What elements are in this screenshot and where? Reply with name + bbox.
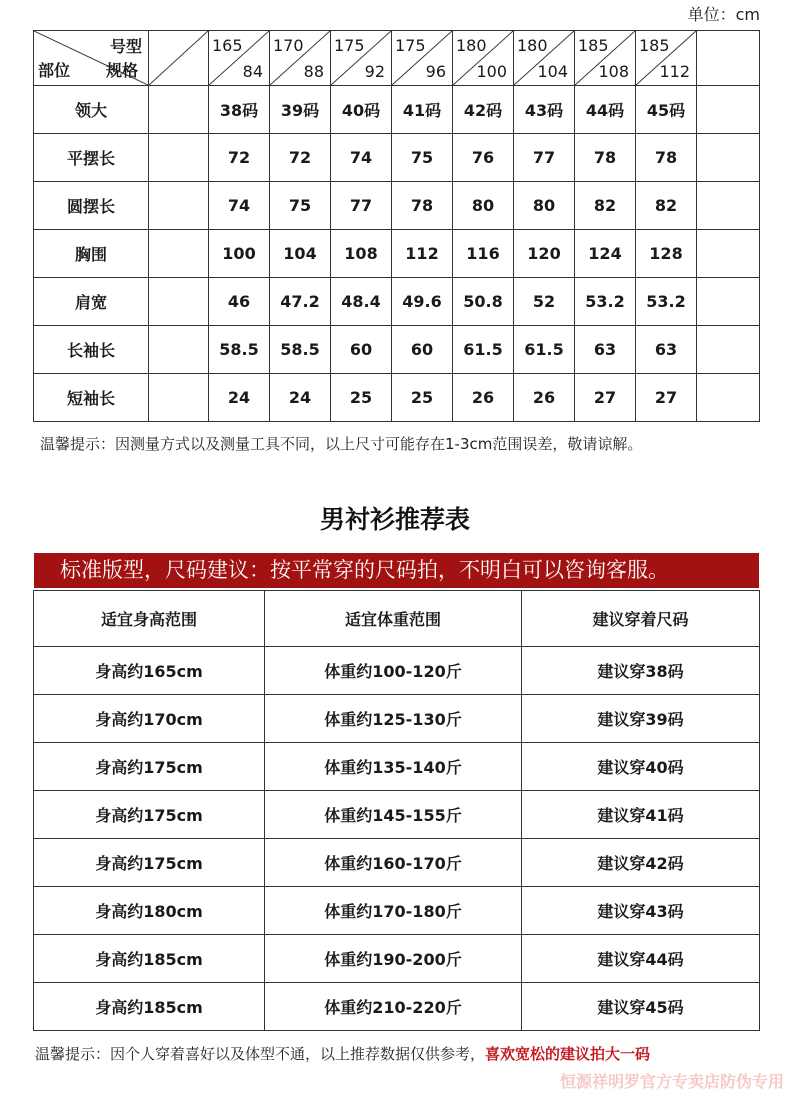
size-value-cell: 53.2 — [636, 278, 697, 326]
recommendation-title: 男衬衫推荐表 — [319, 505, 470, 534]
size-chest: 88 — [303, 62, 324, 81]
rec-weight-cell: 体重约125-130斤 — [265, 695, 522, 743]
rec-height-cell: 身高约165cm — [34, 647, 265, 695]
rec-weight-cell: 体重约210-220斤 — [265, 983, 522, 1031]
note-highlight-text: 喜欢宽松的建议拍大一码 — [485, 1045, 651, 1063]
size-value-cell: 78 — [636, 134, 697, 182]
size-value-cell: 43码 — [514, 86, 575, 134]
header-empty-cell — [149, 31, 209, 86]
rec-height-cell: 身高约175cm — [34, 791, 265, 839]
rec-height-cell: 身高约175cm — [34, 839, 265, 887]
row-label: 长袖长 — [34, 326, 149, 374]
header-diagonal-cell — [34, 31, 149, 86]
size-value-cell: 78 — [392, 182, 453, 230]
size-chest: 108 — [598, 62, 629, 81]
size-value-cell: 63 — [636, 326, 697, 374]
size-value-cell: 48.4 — [331, 278, 392, 326]
size-table-row — [34, 86, 760, 134]
size-header-cell — [453, 31, 514, 86]
empty-cell — [149, 134, 209, 182]
size-value-cell: 75 — [270, 182, 331, 230]
size-table-row — [34, 182, 760, 230]
size-chest: 92 — [364, 62, 385, 81]
rec-size-cell: 建议穿45码 — [522, 983, 760, 1031]
rec-weight-cell: 体重约190-200斤 — [265, 935, 522, 983]
size-value-cell: 72 — [209, 134, 270, 182]
size-chest: 104 — [537, 62, 568, 81]
size-header-cell — [209, 31, 270, 86]
row-label: 领大 — [34, 86, 149, 134]
size-table-row — [34, 278, 760, 326]
size-value-cell: 124 — [575, 230, 636, 278]
size-value-cell: 104 — [270, 230, 331, 278]
rec-weight-cell: 体重约170-180斤 — [265, 887, 522, 935]
size-value-cell: 49.6 — [392, 278, 453, 326]
recommendation-row — [34, 743, 760, 791]
header-spec: 规格 — [105, 61, 138, 80]
rec-height-cell: 身高约180cm — [34, 887, 265, 935]
size-value-cell: 60 — [392, 326, 453, 374]
size-value-cell: 77 — [514, 134, 575, 182]
recommendation-row — [34, 791, 760, 839]
rec-height-cell: 身高约170cm — [34, 695, 265, 743]
size-chest: 100 — [476, 62, 507, 81]
size-header-cell — [514, 31, 575, 86]
size-value-cell: 61.5 — [453, 326, 514, 374]
measurement-note: 温馨提示：因测量方式以及测量工具不同，以上尺寸可能存在1-3cm范围误差，敬请谅解。 — [40, 435, 643, 453]
rec-weight-cell: 体重约160-170斤 — [265, 839, 522, 887]
size-header-cell — [331, 31, 392, 86]
size-height: 165 — [212, 36, 243, 55]
rec-size-cell: 建议穿42码 — [522, 839, 760, 887]
size-value-cell: 100 — [209, 230, 270, 278]
size-value-cell: 75 — [392, 134, 453, 182]
rec-header-height: 适宜身高范围 — [34, 591, 265, 647]
rec-size-cell: 建议穿38码 — [522, 647, 760, 695]
recommendation-note — [35, 1043, 650, 1064]
size-table — [33, 30, 760, 422]
empty-cell — [697, 326, 760, 374]
row-label: 胸围 — [34, 230, 149, 278]
size-value-cell: 24 — [270, 374, 331, 422]
size-height: 175 — [334, 36, 365, 55]
size-height: 185 — [639, 36, 670, 55]
empty-cell — [697, 182, 760, 230]
note-plain-text: 温馨提示：因个人穿着喜好以及体型不通，以上推荐数据仅供参考， — [35, 1045, 486, 1063]
size-height: 185 — [578, 36, 609, 55]
size-value-cell: 46 — [209, 278, 270, 326]
size-value-cell: 82 — [575, 182, 636, 230]
empty-cell — [697, 86, 760, 134]
size-value-cell: 128 — [636, 230, 697, 278]
rec-height-cell: 身高约175cm — [34, 743, 265, 791]
size-value-cell: 52 — [514, 278, 575, 326]
size-value-cell: 80 — [453, 182, 514, 230]
size-value-cell: 25 — [331, 374, 392, 422]
header-empty-cell — [697, 31, 760, 86]
size-value-cell: 26 — [453, 374, 514, 422]
size-value-cell: 24 — [209, 374, 270, 422]
size-table-row — [34, 374, 760, 422]
size-header-cell — [575, 31, 636, 86]
size-height: 180 — [456, 36, 487, 55]
size-value-cell: 61.5 — [514, 326, 575, 374]
size-height: 170 — [273, 36, 304, 55]
empty-cell — [697, 278, 760, 326]
header-part: 部位 — [38, 61, 71, 80]
row-label: 圆摆长 — [34, 182, 149, 230]
size-value-cell: 41码 — [392, 86, 453, 134]
unit-label: 单位：cm — [687, 5, 760, 24]
size-height: 180 — [517, 36, 548, 55]
empty-cell — [697, 230, 760, 278]
empty-cell — [697, 134, 760, 182]
size-header-cell — [636, 31, 697, 86]
rec-weight-cell: 体重约100-120斤 — [265, 647, 522, 695]
size-value-cell: 44码 — [575, 86, 636, 134]
size-value-cell: 80 — [514, 182, 575, 230]
rec-header-size: 建议穿着尺码 — [522, 591, 760, 647]
size-value-cell: 53.2 — [575, 278, 636, 326]
size-value-cell: 42码 — [453, 86, 514, 134]
recommendation-row — [34, 647, 760, 695]
size-value-cell: 74 — [209, 182, 270, 230]
size-value-cell: 27 — [636, 374, 697, 422]
size-value-cell: 50.8 — [453, 278, 514, 326]
empty-cell — [149, 230, 209, 278]
size-value-cell: 74 — [331, 134, 392, 182]
empty-cell — [149, 326, 209, 374]
size-value-cell: 58.5 — [209, 326, 270, 374]
size-value-cell: 112 — [392, 230, 453, 278]
header-size-model: 号型 — [109, 37, 142, 56]
size-value-cell: 120 — [514, 230, 575, 278]
recommendation-row — [34, 839, 760, 887]
size-header-cell — [392, 31, 453, 86]
size-value-cell: 108 — [331, 230, 392, 278]
size-value-cell: 47.2 — [270, 278, 331, 326]
rec-weight-cell: 体重约145-155斤 — [265, 791, 522, 839]
size-value-cell: 60 — [331, 326, 392, 374]
empty-cell — [149, 374, 209, 422]
rec-size-cell: 建议穿40码 — [522, 743, 760, 791]
size-value-cell: 72 — [270, 134, 331, 182]
size-value-cell: 77 — [331, 182, 392, 230]
size-advice-banner: 标准版型，尺码建议：按平常穿的尺码拍，不明白可以咨询客服。 — [34, 553, 759, 588]
rec-size-cell: 建议穿44码 — [522, 935, 760, 983]
size-value-cell: 63 — [575, 326, 636, 374]
size-chest: 84 — [242, 62, 263, 81]
size-value-cell: 39码 — [270, 86, 331, 134]
size-value-cell: 38码 — [209, 86, 270, 134]
size-value-cell: 78 — [575, 134, 636, 182]
size-value-cell: 27 — [575, 374, 636, 422]
size-chest: 96 — [425, 62, 446, 81]
rec-size-cell: 建议穿43码 — [522, 887, 760, 935]
size-value-cell: 26 — [514, 374, 575, 422]
rec-height-cell: 身高约185cm — [34, 935, 265, 983]
rec-size-cell: 建议穿39码 — [522, 695, 760, 743]
size-table-row — [34, 230, 760, 278]
size-table-row — [34, 326, 760, 374]
row-label: 肩宽 — [34, 278, 149, 326]
size-value-cell: 58.5 — [270, 326, 331, 374]
size-table-row — [34, 134, 760, 182]
size-header-cell — [270, 31, 331, 86]
recommendation-row — [34, 695, 760, 743]
row-label: 短袖长 — [34, 374, 149, 422]
anti-counterfeit-watermark: 恒源祥明罗官方专卖店防伪专用 — [559, 1072, 784, 1091]
rec-height-cell: 身高约185cm — [34, 983, 265, 1031]
empty-cell — [149, 278, 209, 326]
recommendation-table — [33, 590, 760, 1031]
rec-size-cell: 建议穿41码 — [522, 791, 760, 839]
size-value-cell: 116 — [453, 230, 514, 278]
empty-cell — [149, 182, 209, 230]
recommendation-row — [34, 935, 760, 983]
size-value-cell: 25 — [392, 374, 453, 422]
row-label: 平摆长 — [34, 134, 149, 182]
size-value-cell: 82 — [636, 182, 697, 230]
recommendation-row — [34, 887, 760, 935]
empty-cell — [149, 86, 209, 134]
size-height: 175 — [395, 36, 426, 55]
rec-header-weight: 适宜体重范围 — [265, 591, 522, 647]
size-value-cell: 76 — [453, 134, 514, 182]
size-value-cell: 40码 — [331, 86, 392, 134]
empty-cell — [697, 374, 760, 422]
rec-weight-cell: 体重约135-140斤 — [265, 743, 522, 791]
recommendation-row — [34, 983, 760, 1031]
size-value-cell: 45码 — [636, 86, 697, 134]
size-chest: 112 — [659, 62, 690, 81]
